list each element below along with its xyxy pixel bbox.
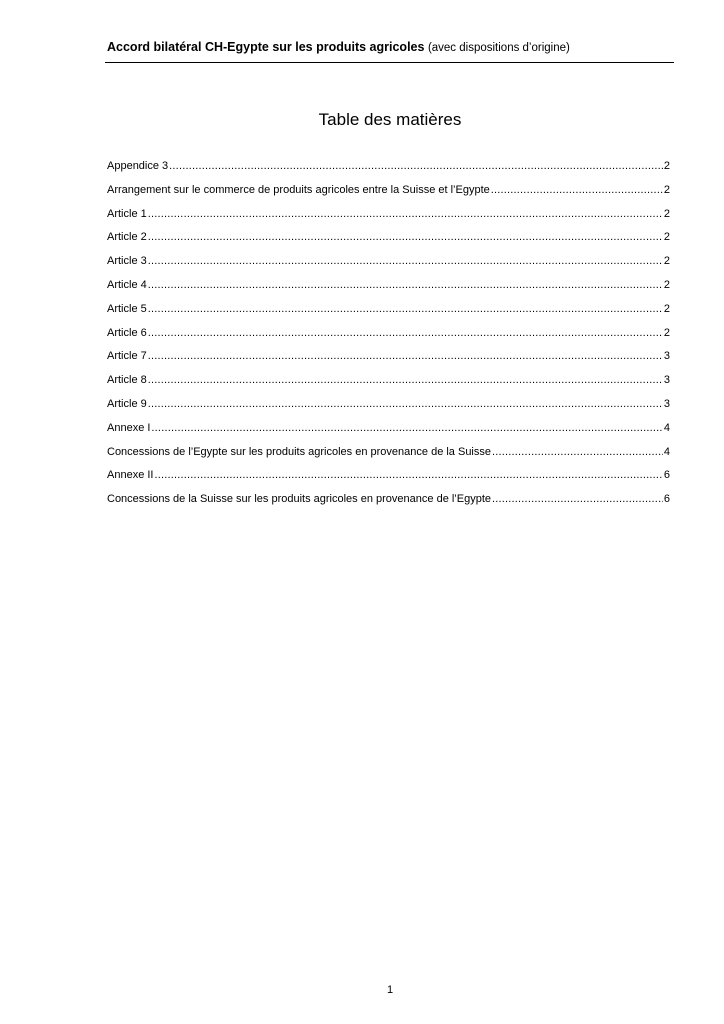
toc-leader: [491, 183, 663, 197]
toc-entry-page: 2: [663, 255, 670, 268]
toc-entry-page: 3: [663, 374, 670, 387]
toc-entry-label: Article 4: [107, 278, 147, 291]
toc-entry-page: 3: [663, 397, 670, 410]
toc-entry-page: 2: [663, 326, 670, 339]
toc-entry-page: 2: [663, 183, 670, 196]
toc-entry[interactable]: [107, 183, 670, 207]
toc-entry-page: 2: [663, 231, 670, 244]
header-rule: [105, 62, 674, 63]
toc-leader: [148, 349, 663, 363]
toc-entry[interactable]: [107, 326, 670, 350]
toc-entry[interactable]: [107, 254, 670, 278]
toc-leader: [151, 421, 662, 435]
toc-entry-label: Concessions de la Suisse sur les produits agricoles en provenance de l’Egypte: [107, 493, 491, 506]
toc-entry-page: 4: [663, 421, 670, 434]
toc-leader: [148, 207, 663, 221]
toc-entry[interactable]: [107, 159, 670, 183]
toc-entry[interactable]: [107, 230, 670, 254]
toc-entry-page: 2: [663, 207, 670, 220]
toc-entry[interactable]: [107, 278, 670, 302]
toc-leader: [492, 445, 663, 459]
toc-title: Table des matières: [318, 110, 462, 129]
toc-entry[interactable]: [107, 445, 670, 469]
document-header: [107, 40, 673, 54]
toc-entry-label: Arrangement sur le commerce de produits agricoles entre la Suisse et l’Egypte: [107, 183, 490, 196]
toc-leader: [148, 397, 663, 411]
toc-entry-page: 6: [663, 469, 670, 482]
toc-entry-page: 4: [663, 445, 670, 458]
toc-entry-page: 2: [663, 160, 670, 172]
toc-entry-label: Annexe II: [107, 469, 154, 482]
toc-entry[interactable]: [107, 207, 670, 231]
toc-entry[interactable]: [107, 302, 670, 326]
toc-leader: [492, 492, 663, 506]
toc-entry-label: Article 2: [107, 231, 147, 244]
toc-leader: [154, 468, 662, 482]
toc-leader: [148, 326, 663, 340]
toc-leader: [148, 302, 663, 316]
toc-entry-page: 6: [663, 493, 670, 506]
toc-entry-label: Appendice 3: [107, 160, 169, 172]
toc-leader: [148, 254, 663, 268]
toc-entry-label: Annexe I: [107, 421, 151, 434]
toc-entry-page: 2: [663, 278, 670, 291]
toc-entry[interactable]: [107, 373, 670, 397]
toc-entry[interactable]: [107, 397, 670, 421]
header-subtitle: (avec dispositions d’origine): [427, 42, 570, 54]
toc-entry-label: Article 3: [107, 255, 147, 268]
toc-entry[interactable]: [107, 468, 670, 492]
toc-entry-label: Article 6: [107, 326, 147, 339]
toc-entry-page: 3: [663, 350, 670, 363]
toc-entry[interactable]: [107, 421, 670, 445]
toc-leader: [148, 373, 663, 387]
toc-entry-label: Article 5: [107, 302, 147, 315]
toc-entry-label: Article 1: [107, 207, 147, 220]
toc-entry[interactable]: [107, 349, 670, 373]
toc-leader: [148, 230, 663, 244]
toc-entry-label: Article 9: [107, 397, 147, 410]
toc-entry[interactable]: [107, 492, 670, 516]
page-number: 1: [386, 984, 394, 996]
header-title: Accord bilatéral CH-Egypte sur les produits agricoles: [107, 40, 425, 54]
toc-list: [107, 159, 670, 516]
toc-entry-page: 2: [663, 302, 670, 315]
toc-entry-label: Article 8: [107, 374, 147, 387]
toc-leader: [169, 159, 663, 173]
toc-entry-label: Article 7: [107, 350, 147, 363]
toc-entry-label: Concessions de l’Egypte sur les produits agricoles en provenance de la Suisse: [107, 445, 491, 458]
toc-leader: [148, 278, 663, 292]
